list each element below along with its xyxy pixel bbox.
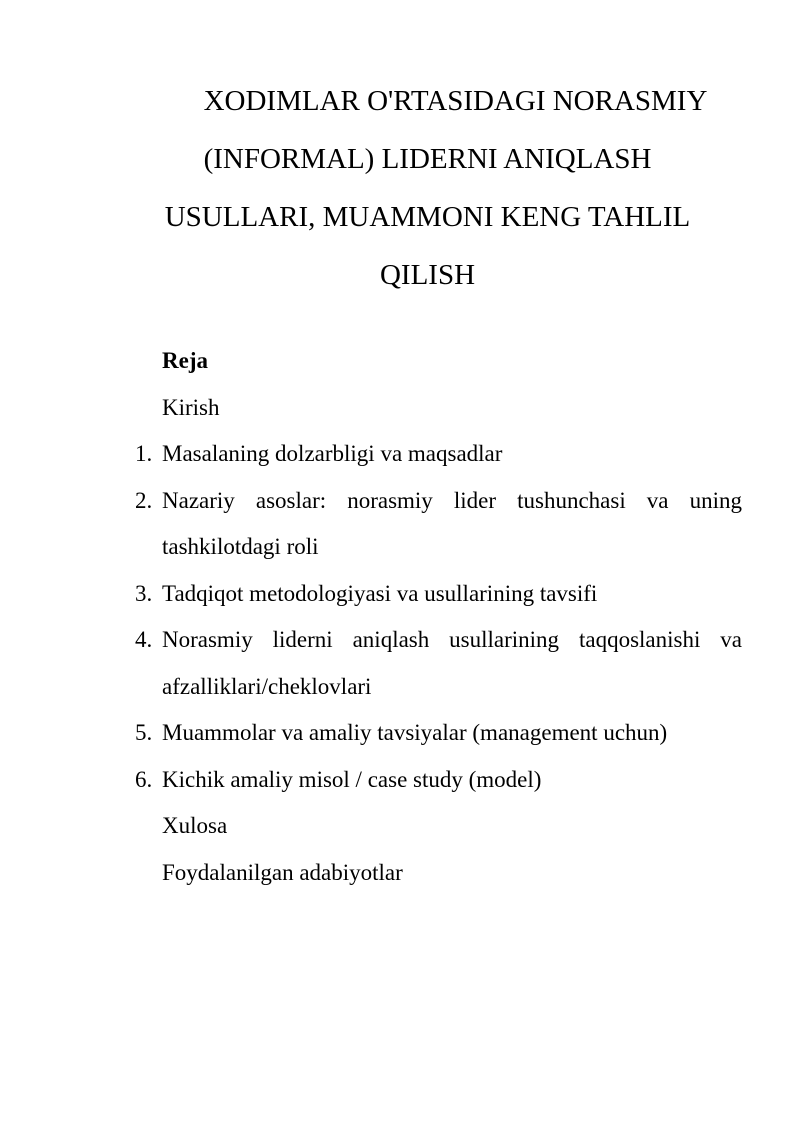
list-item-text: Muammolar va amaliy tavsiyalar (management uchun): [162, 720, 668, 745]
list-item-number: 5.: [135, 720, 153, 745]
title-line: QILISH: [379, 259, 476, 291]
list-item: [0, 478, 742, 571]
list-item-number: 6.: [135, 766, 153, 792]
list-item-text: Kichik amaliy misol / case study (model): [162, 766, 542, 792]
list-item-number: 1.: [135, 441, 153, 466]
list-item-text: Masalaning dolzarbligi va maqsadlar: [162, 441, 503, 466]
list-item-number: 3.: [135, 580, 153, 606]
title-line: XODIMLAR O'RTASIDAGI NORASMIY: [203, 85, 708, 117]
list-item-text: Norasmiy liderni aniqlash usullarining taqqoslanishi va afzalliklari/cheklovlari: [162, 627, 742, 699]
list-item: [0, 431, 742, 478]
list-item-number: 4.: [135, 627, 153, 652]
title-line: (INFORMAL) LIDERNI ANIQLASH: [203, 143, 652, 175]
list-item: [0, 757, 742, 804]
list-item: [0, 617, 742, 710]
list-item: [0, 571, 742, 618]
plan-heading: Reja: [162, 348, 208, 373]
document-title: [115, 72, 740, 304]
list-item: [0, 710, 742, 757]
list-item-number: 2.: [135, 487, 153, 513]
list-item-text: Tadqiqot metodologiyasi va usullarining tavsifi: [162, 580, 598, 606]
conclusion-entry: Xulosa: [162, 813, 228, 838]
intro-entry: Kirish: [162, 394, 220, 420]
plan-section: [0, 338, 800, 896]
references-entry: Foydalanilgan adabiyotlar: [162, 859, 403, 885]
title-line: USULLARI, MUAMMONI KENG TAHLIL: [164, 201, 691, 233]
list-item-text: Nazariy asoslar: norasmiy lider tushunchasi va uning tashkilotdagi roli: [162, 487, 742, 559]
